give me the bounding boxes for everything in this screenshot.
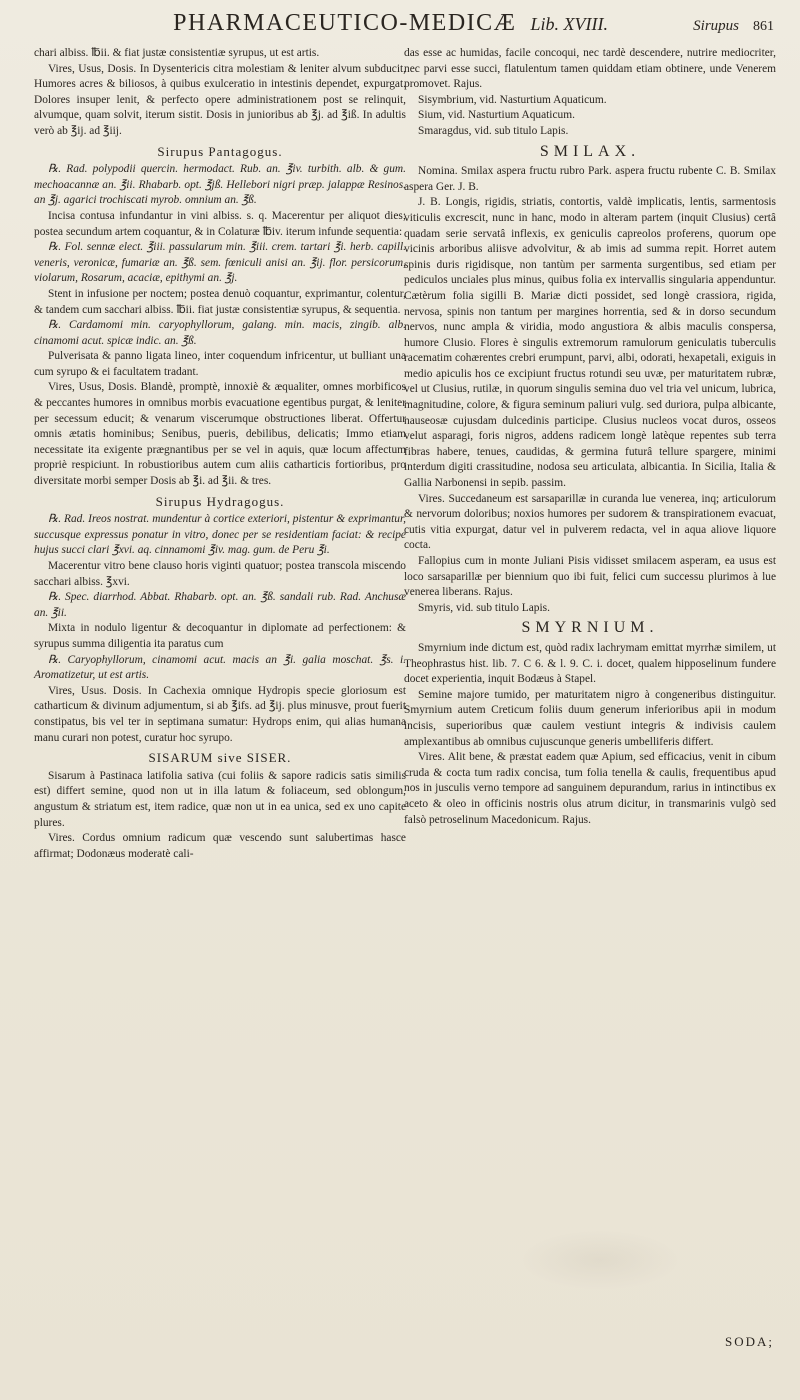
recipe-paragraph: ℞. Rad. Ireos nostrat. mundentur à cortice exteriori, pistentur & exprimantur, succusque expressus ponatur in vitro, donec per se residentiam faciat: & recipe hujus succi clari ℥xvi. aq. cinnamomi ℥iv. mag. gum. de Peru ℥i. bbox=[34, 513, 406, 557]
body-paragraph: Vires, Usus, Dosis. In Dysentericis citra molestiam & leniter alvum subducit, Humores acres & biliosos, à quibus exulceratio in intestinis dependet, expurgat. Dolores insuper lenit, & perfecto opere administrationem post se relinquit, alvumque, quam solvit, iterum sistit. Dosis in junioribus ab ℥j. ad ℥iß. In adultis verò ab ℥ij. ad ℥iij. bbox=[34, 62, 406, 137]
body-paragraph: Fallopius cum in monte Juliani Pisis vidisset smilacem asperam, ea usus est loco sarsaparillæ per biennium quo ibi fuit, felici cum successu plurimos à lue venerea liberans. Rajus. bbox=[404, 555, 776, 599]
body-paragraph: Smyrnium inde dictum est, quòd radix lachrymam emittat myrrhæ similem, ut Theophrastus hist. lib. 7. C 6. & l. 9. C. i. docet, qualem hipposelinum fundere docet experientia, inquit Bodæus à Stapel. bbox=[404, 641, 776, 686]
body-paragraph: Vires. Succedaneum est sarsaparillæ in curanda lue venerea, inq; articulorum & nervorum doloribus; noxios humores per sudorem & transpirationem evacuat, cutis vitia expurgat, datur vel in pulverem redacta, vel in aqua aliove liquore cocta. bbox=[404, 492, 776, 552]
body-paragraph: Stent in infusione per noctem; postea denuò coquantur, exprimantur, colentur, & tandem cum sacchari albiss. ℔ii. fiat justæ consistentiæ syrupus, & sequentia. bbox=[34, 287, 406, 316]
recipe-paragraph: ℞. Rad. polypodii quercin. hermodact. Rub. an. ℥iv. turbith. alb. & gum. mechoacannæ an. ℥ii. Rhabarb. opt. ℥jß. Hellebori nigri præp. jalappæ Resinos. an ℥j. agarici trochiscati myrob. omnium an. ℥ß. bbox=[34, 163, 406, 207]
body-paragraph: Nomina. Smilax aspera fructu rubro Park. aspera fructu rubente C. B. Smilax aspera Ger. J. B. bbox=[404, 165, 776, 193]
body-paragraph: Macerentur vitro bene clauso horis viginti quatuor; postea transcola miscendo sacchari albiss. ℥xvi. bbox=[34, 560, 406, 588]
paper-smudge bbox=[520, 1230, 680, 1290]
body-paragraph: das esse ac humidas, facile concoqui, nec tardè descendere, nutrire mediocriter, nec parvi esse succi, flatulentum tamen quiddam etiam obtinere, unde Venerem promovet. Rajus. bbox=[404, 47, 776, 91]
right-column bbox=[404, 46, 776, 828]
entry-heading: SMYRNIUM. bbox=[521, 619, 659, 637]
cross-reference: Sisymbrium, vid. Nasturtium Aquaticum. bbox=[418, 93, 607, 106]
body-paragraph: Mixta in nodulo ligentur & decoquantur in diplomate ad perfectionem: & syrupus summa diligentia ita paratus cum bbox=[34, 622, 406, 650]
body-paragraph: Incisa contusa infundantur in vini albiss. s. q. Macerentur per aliquot dies; postea secundum artem coquantur, & in Colaturæ ℔iv. iterum infunde sequentia: bbox=[34, 209, 406, 238]
running-head-section bbox=[693, 18, 774, 35]
running-head bbox=[88, 10, 774, 36]
entry-heading: SMILAX. bbox=[539, 142, 641, 160]
page-number: 861 bbox=[753, 19, 774, 34]
body-paragraph: Sisarum à Pastinaca latifolia sativa (cui foliis & sapore radicis satis similis est) differt semine, quod non ut in illa latum & foliaceum, sed oblongum, angustum & striatum est, item radice, quæ non ut in ea unica, sed ex uno capite plures. bbox=[34, 769, 406, 829]
body-paragraph: chari albiss. ℔ii. & fiat justæ consistentiæ syrupus, ut est artis. bbox=[34, 47, 320, 59]
running-head-title-group bbox=[173, 10, 608, 37]
cross-reference: Smaragdus, vid. sub titulo Lapis. bbox=[418, 124, 569, 137]
body-paragraph: Semine majore tumido, per maturitatem nigro à congeneribus distinguitur. Smyrnium autem Creticum foliis duum generum inferioribus apii in modum incisis, superioribus quæ caulem vestiunt integris & indivisis caulem amplexantibus ab omnibus cujuscunque generis umbelliferis differt. bbox=[404, 688, 776, 748]
recipe-paragraph: ℞. Spec. diarrhod. Abbat. Rhabarb. opt. an. ℥ß. sandali rub. Rad. Anchusæ an. ℥ii. bbox=[34, 591, 406, 619]
left-column bbox=[34, 46, 406, 862]
recipe-paragraph: ℞. Fol. sennæ elect. ℥iii. passularum min. ℥iii. crem. tartari ℥i. herb. capill. veneris, veronicæ, fumariæ an. ℥ß. sem. fœniculi anisi an. ℥ij. flor. persicorum, violarum, Rosarum, acaciæ, epithymi an. ℥j. bbox=[34, 241, 406, 285]
section-heading: SISARUM sive SISER. bbox=[148, 750, 292, 766]
cross-reference: Sium, vid. Nasturtium Aquaticum. bbox=[418, 109, 575, 122]
section-heading: Sirupus Pantagogus. bbox=[157, 143, 283, 159]
recipe-paragraph: ℞. Cardamomi min. caryophyllorum, galang. min. macis, zingib. alb. cinamomi acut. spicæ indic. an. ℥ß. bbox=[34, 319, 406, 347]
running-head-book: Lib. XVIII. bbox=[530, 14, 608, 34]
running-head-title: PHARMACEUTICO-MEDICÆ bbox=[173, 10, 517, 36]
recipe-paragraph: ℞. Caryophyllorum, cinamomi acut. macis an ℥i. galia moschat. ℥s. i. Aromatizetur, ut est artis. bbox=[34, 653, 406, 682]
body-paragraph: J. B. Longis, rigidis, striatis, contortis, valdè implicatis, lentis, sarmentosis viticulis excrescit, nunc in hanc, modo in alteram partem (inquit Clusius) certâ quadam serie servatâ inflexis, ex geniculis capreolos proferens, quorum ope vicinis arboribus aliisve advolvitur, & ab imis ad summa repit. Horret autem spinis duris rigidisque, non tantùm per sarmenta surgentibus, sed etiam per pediculos unciales plus minus, quibus folia ex intervallis singularia appenduntur. Cætèrum folia sigilli B. Mariæ dicti possidet, sed longè crassiora, rigida, nervosa, spinis non tantum per margines horrentia, sed & in dorso secundum nervos, nunc ampla & viridia, modo angustiora & albis maculis conspersa, humore Clusio. Flores è singulis extremorum ramulorum geniculatis tuberculis racematim cohærentes crebri erumpunt, parvi, albi, odorati, hexapetali, exiguis in medio apiculis hos ce excipiunt fructus rotundi seu uvæ, per maturitatem rubræ, vel ut Clusius, rutilæ, in quorum singulis semina duo vel tria vel unicum, lubrica, magnitudine, colore, & figura seminum paliuri vulg. sed duriora, pulpa albicante, nauseosæ cujusdam dulcedinis participe. Clusius nucleos vocat duros, osseos velut asparagi, foris nigros, addens radicem longè latèque repentes sub terra fibras habere, tenues, caudidas, & germina futurâ tellure spargere, minimi interdum digiti crassitudine, nodosa seu articulata, albicantia. In Sicilia, Italia & Gallia Narbonensi in sepib. passim. bbox=[404, 196, 776, 490]
body-paragraph: Vires. Alit bene, & præstat eadem quæ Apium, sed efficacius, venit in cibum cruda & cocta tum radix concisa, tum folia tenella & caulis, frequentibus apud nos in jusculis verno tempore ad sanguinem depurandum, rarius in intinctibus ex aceto & oleo in officinis nostris olus atrum dicitur, in transmarinis vulgò sed falsò petroselinum Macedonicum. Rajus. bbox=[404, 751, 776, 826]
section-name: Sirupus bbox=[693, 18, 739, 34]
body-paragraph: Vires. Cordus omnium radicum quæ vescendo sunt salubertimas hasce affirmat; Dodonæus moderatè cali- bbox=[34, 832, 406, 860]
section-heading: Sirupus Hydragogus. bbox=[155, 493, 285, 509]
body-paragraph: Vires, Usus, Dosis. Blandè, promptè, innoxiè & æqualiter, omnes morbificos & peccantes humores in omnibus morbis evacuatione egentibus purgat, & leniter per secessum educit; & venarum viscerumque obstructiones liberat. Offertur omnis ætatis hominibus; Senibus, pueris, debilibus, delicatis; Immo etiam necessitate ita exigente prægnantibus per se vel in aquis, quæ locum affectum propriè respiciunt. In robustioribus autem cum aliis catharticis fortioribus, pro diversitate morbi semper Dosis ab ℥i. ad ℥ii. & tres. bbox=[34, 381, 406, 488]
body-paragraph: Vires, Usus. Dosis. In Cachexia omnique Hydropis specie gloriosum est catharticum & divinum adjumentum, si ab ℥ifs. ad ℥ij. plus minusve, prout fuerit constipatus, bis vel ter in septimana sumatur: Hydrops enim, qui alias humana manu curari non potest, curatur hoc syrupo. bbox=[34, 684, 406, 744]
cross-reference: Smyris, vid. sub titulo Lapis. bbox=[418, 601, 550, 614]
catchword: SODA; bbox=[724, 1334, 774, 1349]
body-paragraph: Pulverisata & panno ligata lineo, inter coquendum infricentur, ut bulliant una cum syrupo & ei facultatem tradant. bbox=[34, 350, 406, 378]
